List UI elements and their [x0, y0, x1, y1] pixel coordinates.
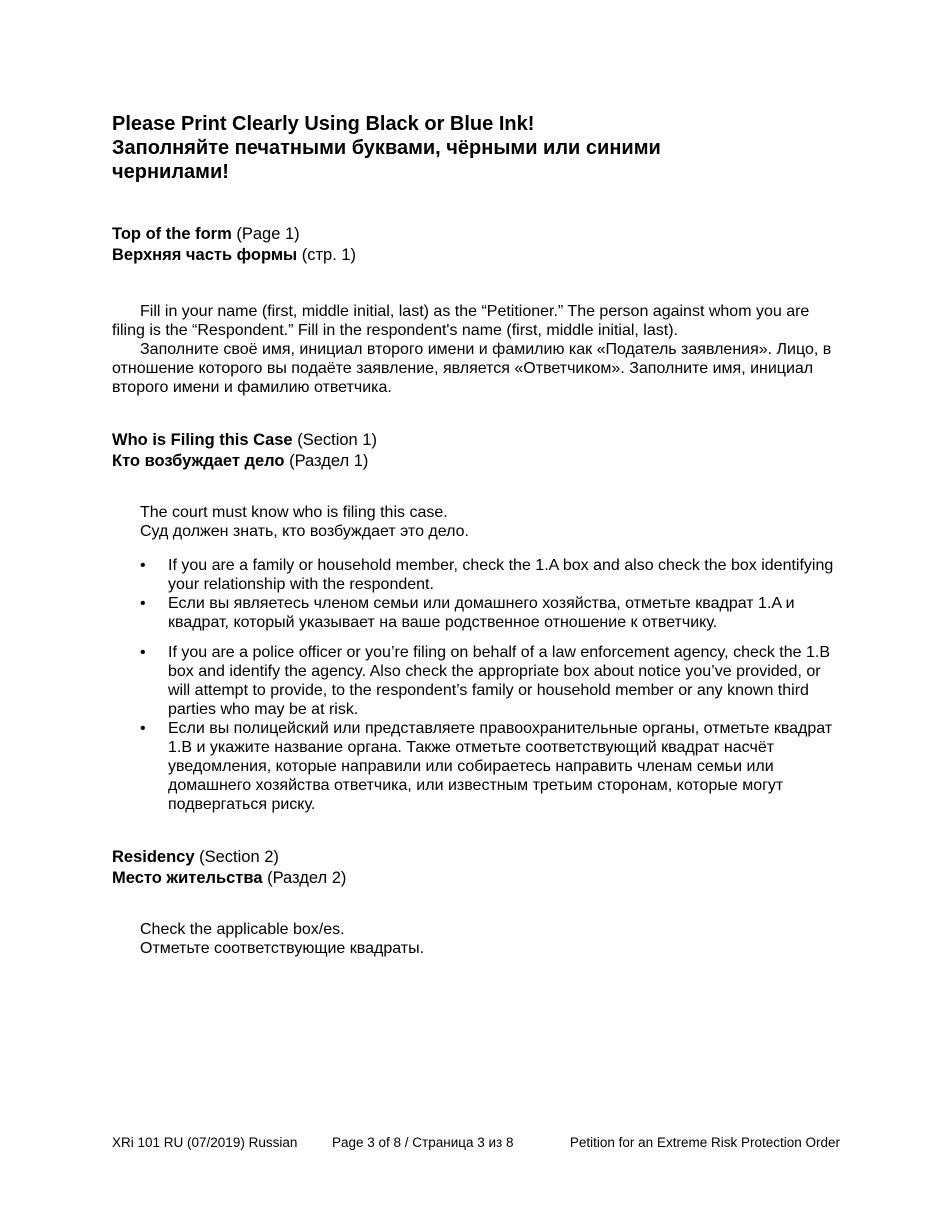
heading-en-rest: (Section 2)	[194, 848, 279, 866]
heading-en-bold: Who is Filing this Case	[112, 431, 293, 449]
section-heading-who-is-filing	[112, 430, 840, 472]
bullet-icon: •	[140, 557, 146, 574]
line-russian: Отметьте соответствующие квадраты.	[140, 940, 425, 957]
heading-en-bold: Residency	[112, 848, 195, 866]
who-is-filing-instructions	[112, 503, 840, 814]
line-english: Check the applicable box/es.	[140, 921, 345, 938]
heading-ru-bold: Верхняя часть формы	[112, 246, 298, 264]
bullet-icon: •	[140, 720, 146, 737]
footer-page-number: Page 3 of 8 / Страница 3 из 8	[332, 1135, 514, 1150]
heading-ru-bold: Кто возбуждает дело	[112, 452, 285, 470]
intro-russian: Суд должен знать, кто возбуждает это дело.	[140, 523, 469, 540]
heading-en-rest: (Page 1)	[231, 225, 300, 243]
document-page	[112, 112, 840, 958]
heading-ru-rest: (Раздел 1)	[284, 452, 369, 470]
heading-en-rest: (Section 1)	[292, 431, 377, 449]
section-heading-residency	[112, 847, 840, 889]
list-item: • If you are a family or household member, check the 1.A box and also check the box identifying your relationship with the respondent.	[140, 557, 834, 593]
list-item: • Если вы являетесь членом семьи или домашнего хозяйства, отметьте квадрат 1.A и квадрат, который указывает на ваше родственное отношение к ответчику.	[140, 595, 795, 631]
bullet-list	[112, 556, 840, 814]
residency-instructions	[112, 920, 840, 958]
list-item: • If you are a police officer or you’re filing on behalf of a law enforcement agency, check the 1.B box and identify the agency. Also check the appropriate box about notice you’ve provided, or will attempt to provide, to the respondent’s family or household member or any known third parties who may be at risk.	[140, 644, 831, 718]
page-title	[112, 112, 840, 184]
paragraph-english: Fill in your name (first, middle initial, last) as the “Petitioner.” The person against whom you are filing is the “Respondent.” Fill in the respondent's name (first, middle initial, last).	[112, 303, 810, 339]
heading-ru-rest: (Раздел 2)	[262, 869, 347, 887]
heading-ru-rest: (стр. 1)	[297, 246, 357, 264]
bullet-icon: •	[140, 595, 146, 612]
intro-english: The court must know who is filing this case.	[140, 504, 448, 521]
bullet-icon: •	[140, 644, 146, 661]
title-line-russian: Заполняйте печатными буквами, чёрными или синими	[112, 137, 661, 159]
title-line-russian-cont: чернилами!	[112, 161, 229, 183]
list-item: • Если вы полицейский или представляете правоохранительные органы, отметьте квадрат 1.B и укажите название органа. Также отметьте соответствующий квадрат насчёт уведомления, которые направили или собираетесь направить членам семьи или домашнего хозяйства ответчика, или известным третьим сторонам, которые могут подвергаться риску.	[140, 720, 833, 813]
section-heading-top-of-form	[112, 224, 840, 266]
footer-form-id: XRi 101 RU (07/2019) Russian	[112, 1135, 298, 1150]
footer-form-title: Petition for an Extreme Risk Protection Order	[569, 1135, 840, 1150]
top-of-form-instructions	[112, 302, 840, 397]
paragraph-russian: Заполните своё имя, инициал второго имени и фамилию как «Податель заявления». Лицо, в отношение которого вы подаёте заявление, является «Ответчиком». Заполните имя, инициал второго имени и фамилию ответчика.	[112, 341, 832, 396]
heading-en-bold: Top of the form	[112, 225, 232, 243]
title-line-english: Please Print Clearly Using Black or Blue Ink!	[112, 113, 535, 135]
heading-ru-bold: Место жительства	[112, 869, 263, 887]
